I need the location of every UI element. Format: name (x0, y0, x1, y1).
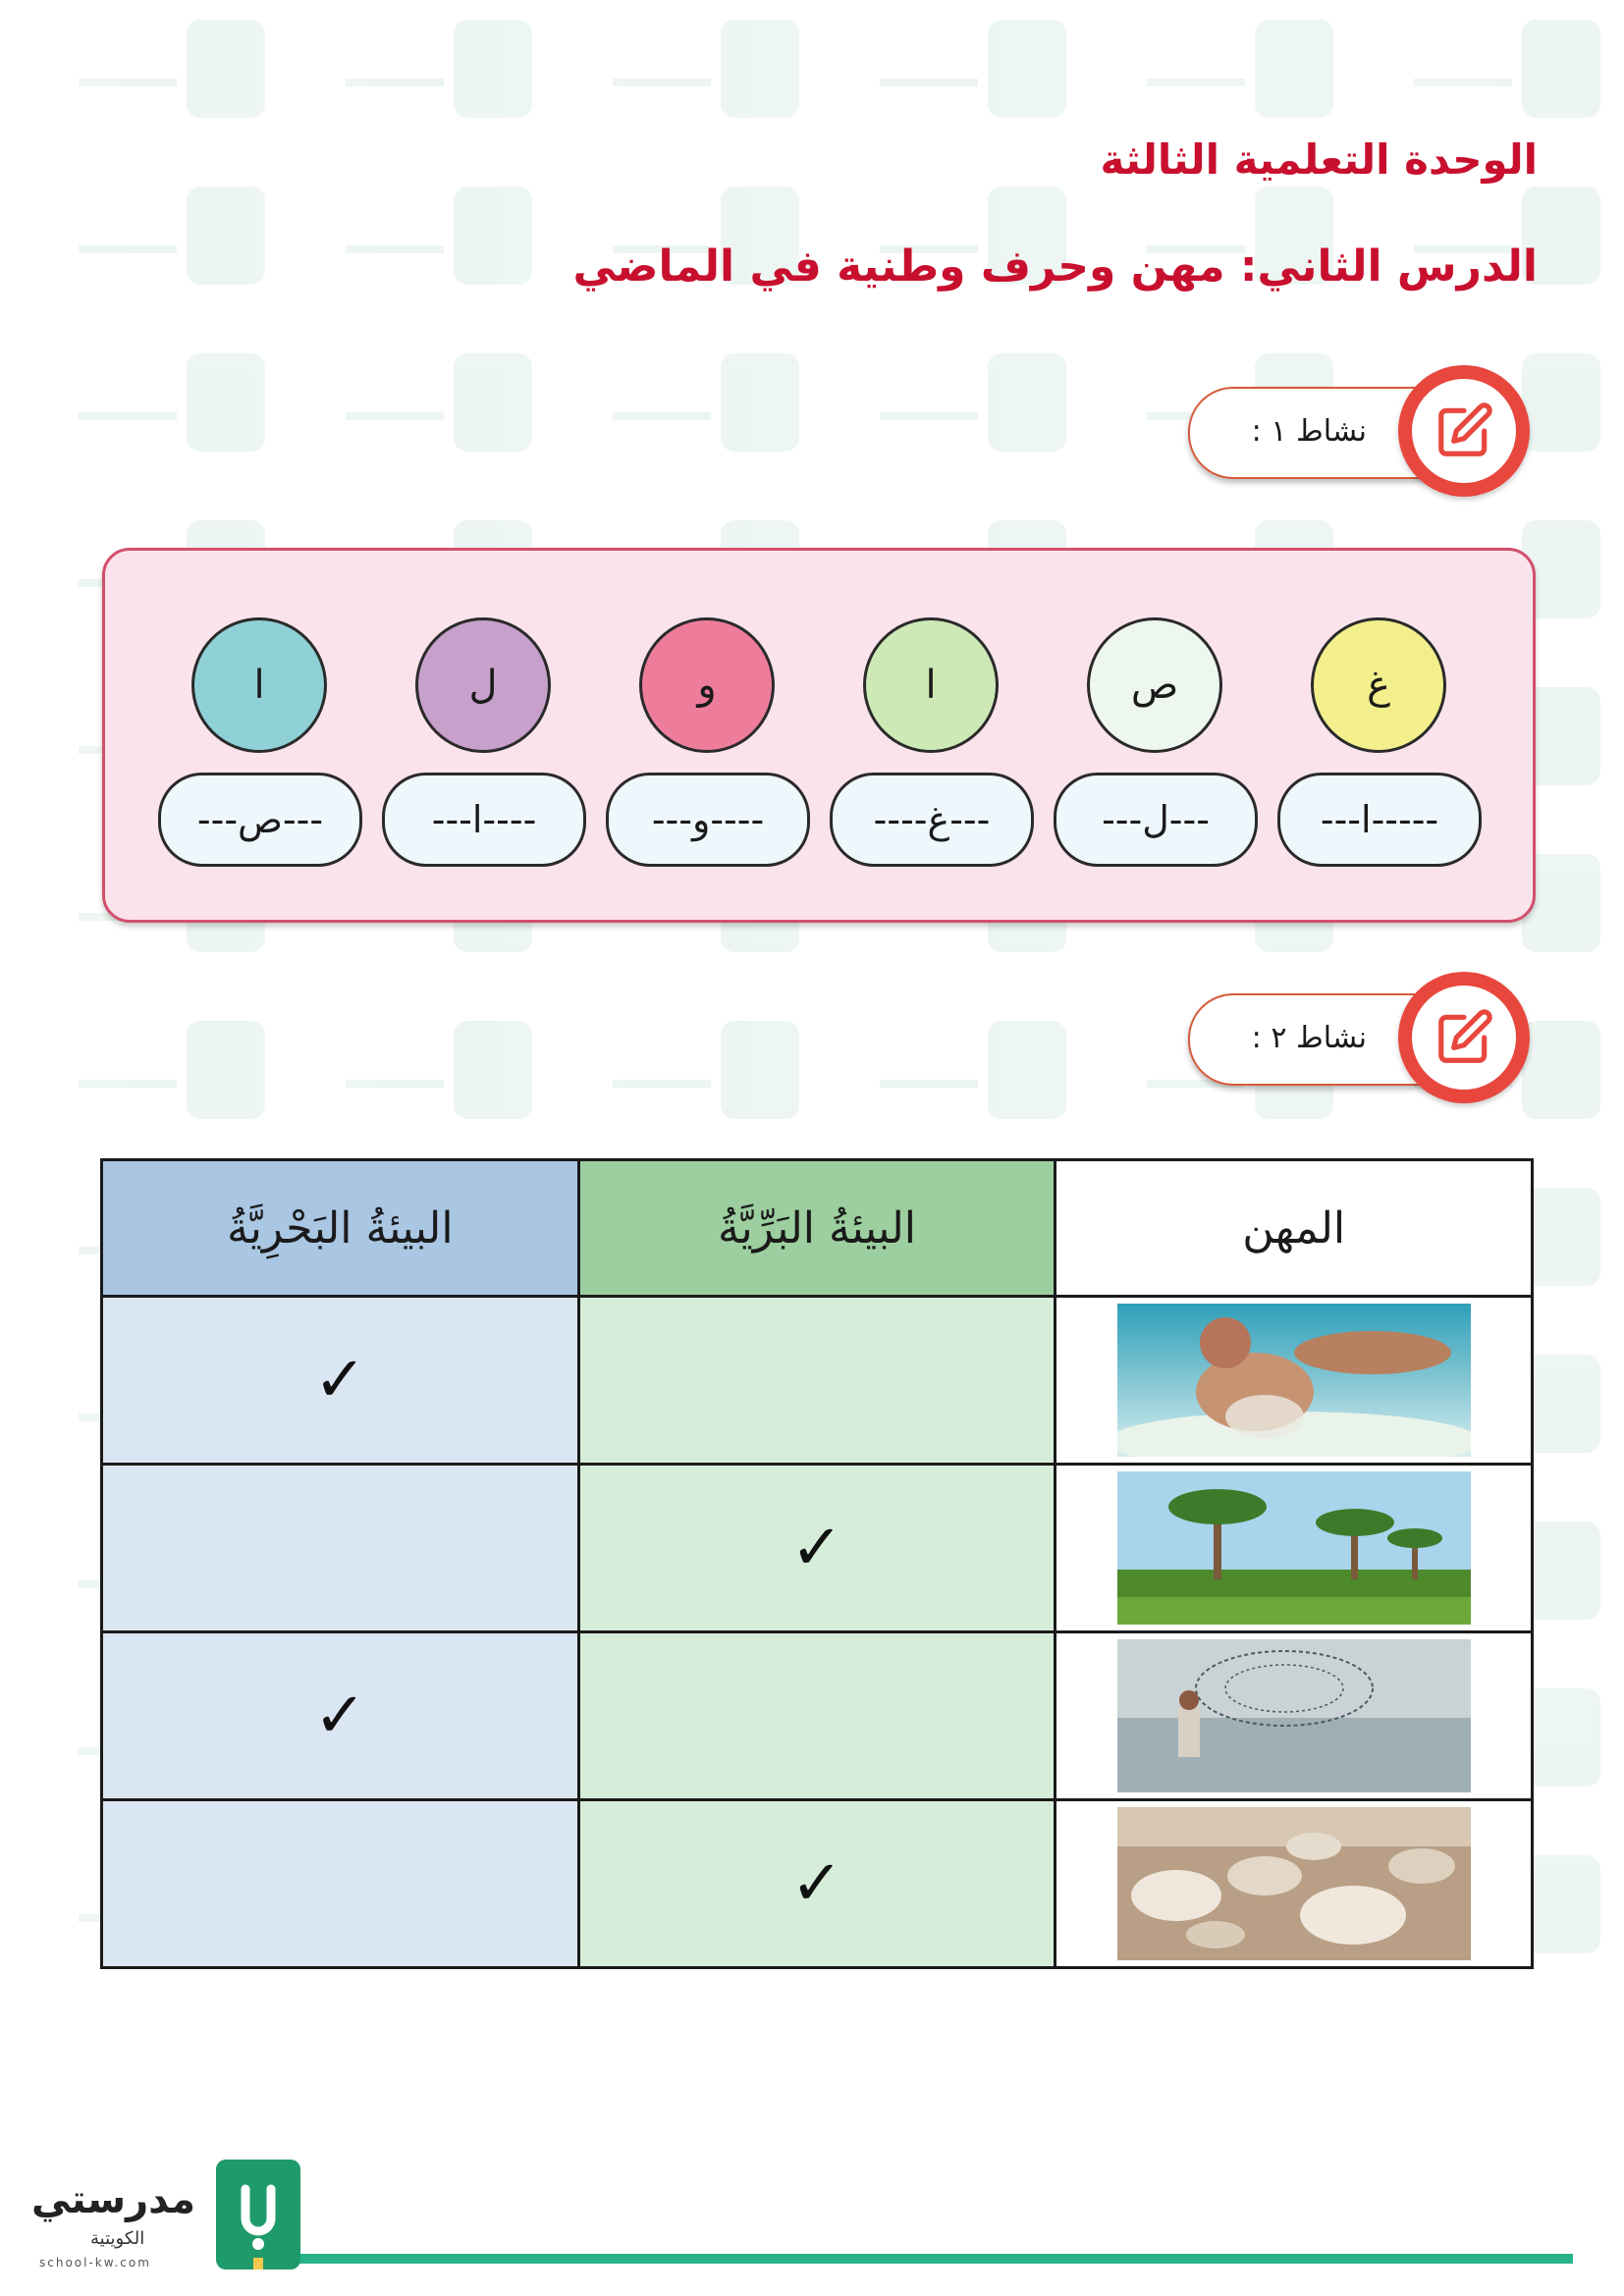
watermark-text-mark (346, 206, 444, 253)
sea-cell[interactable] (102, 1632, 579, 1800)
land-cell[interactable] (578, 1465, 1056, 1632)
pencil-square-icon (1434, 400, 1494, 461)
activity-2-label: نشاط ٢ : (1251, 1021, 1367, 1055)
watermark-text-mark (880, 373, 978, 420)
watermark-logo-icon (721, 20, 799, 118)
watermark-tile (187, 20, 334, 128)
watermark-tile (187, 1021, 334, 1129)
watermark-logo-icon (187, 353, 265, 452)
word-blank-pill[interactable]: ----و--- (606, 773, 810, 867)
watermark-logo-icon (187, 20, 265, 118)
unit-title: الوحدة التعلمية الثالثة (1100, 135, 1538, 184)
watermark-text-mark (346, 39, 444, 86)
watermark-text-mark (346, 1041, 444, 1088)
pencil-square-icon (1434, 1007, 1494, 1068)
watermark-tile (1522, 687, 1624, 795)
watermark-tile (1522, 1188, 1624, 1296)
checkmark: ✓ (313, 1680, 367, 1752)
watermark-logo-icon (988, 1021, 1066, 1119)
land-cell[interactable] (578, 1800, 1056, 1968)
watermark-tile (1255, 20, 1402, 128)
letters-activity-box (102, 548, 1536, 923)
logo-url: school-kw.com (39, 2256, 151, 2269)
watermark-text-mark (79, 373, 177, 420)
header-jobs: المهن (1056, 1160, 1533, 1297)
watermark-tile (988, 1021, 1135, 1129)
jobs-environment-table (100, 1158, 1534, 1969)
watermark-tile (1522, 1855, 1624, 1963)
watermark-logo-icon (187, 1021, 265, 1119)
madrasati-logo[interactable] (24, 2160, 289, 2287)
table-row (102, 1465, 1533, 1632)
watermark-text-mark (79, 1041, 177, 1088)
letter-circle: ص (1087, 617, 1222, 753)
watermark-tile (454, 20, 601, 128)
watermark-tile (1522, 353, 1624, 461)
watermark-logo-icon (1255, 20, 1333, 118)
watermark-logo-icon (454, 187, 532, 285)
watermark-tile (1522, 520, 1624, 628)
watermark-text-mark (346, 373, 444, 420)
watermark-logo-icon (1522, 1188, 1600, 1286)
watermark-text-mark (880, 39, 978, 86)
watermark-text-mark (79, 39, 177, 86)
watermark-text-mark (1414, 39, 1512, 86)
watermark-tile (1522, 854, 1624, 962)
letter-circle: غ (1311, 617, 1446, 753)
watermark-logo-icon (1522, 1355, 1600, 1453)
watermark-text-mark (613, 39, 711, 86)
net-fisherman-image (1117, 1639, 1471, 1792)
table-row (102, 1632, 1533, 1800)
watermark-tile (1522, 1688, 1624, 1796)
watermark-logo-icon (721, 353, 799, 452)
watermark-logo-icon (454, 353, 532, 452)
watermark-tile (721, 1021, 868, 1129)
activity-1-badge (1398, 365, 1530, 497)
header-sea-environment: البيئةُ البَحْرِيَّةُ (102, 1160, 579, 1297)
footer-divider (297, 2254, 1573, 2264)
lesson-title: الدرس الثاني: مهن وحرف وطنية في الماضي (572, 241, 1538, 292)
letter-circle: ا (863, 617, 999, 753)
sea-cell[interactable] (102, 1297, 579, 1465)
watermark-tile (187, 353, 334, 461)
word-blank-pill[interactable]: ---ص--- (158, 773, 362, 867)
land-cell[interactable] (578, 1632, 1056, 1800)
watermark-logo-icon (454, 1021, 532, 1119)
watermark-logo-icon (454, 20, 532, 118)
checkmark: ✓ (790, 1847, 843, 1920)
watermark-logo-icon (988, 353, 1066, 452)
letter-circle: ل (415, 617, 551, 753)
sea-cell[interactable] (102, 1465, 579, 1632)
activity-2-badge (1398, 972, 1530, 1103)
watermark-logo-icon (187, 187, 265, 285)
watermark-tile (1522, 1355, 1624, 1463)
table-row (102, 1800, 1533, 1968)
watermark-text-mark (613, 373, 711, 420)
watermark-logo-icon (1522, 1855, 1600, 1953)
pearl-diver-image (1117, 1304, 1471, 1457)
watermark-tile (454, 353, 601, 461)
job-image-cell (1056, 1297, 1533, 1465)
logo-word: مدرستي (31, 2177, 196, 2222)
watermark-tile (988, 353, 1135, 461)
table-header-row (102, 1160, 1533, 1297)
job-image-cell (1056, 1800, 1533, 1968)
word-blank-pill[interactable]: -----ا--- (1277, 773, 1482, 867)
checkmark: ✓ (313, 1344, 367, 1416)
letter-circle: ا (191, 617, 327, 753)
activity-1-label: نشاط ١ : (1251, 414, 1367, 449)
watermark-logo-icon (1522, 353, 1600, 452)
logo-subtitle: الكويتية (90, 2228, 145, 2249)
word-blank-pill[interactable]: ---ل--- (1054, 773, 1258, 867)
watermark-text-mark (1147, 39, 1245, 86)
job-image-cell (1056, 1465, 1533, 1632)
logo-mark-icon (216, 2160, 300, 2269)
watermark-tile (721, 20, 868, 128)
watermark-text-mark (79, 206, 177, 253)
watermark-tile (187, 187, 334, 294)
checkmark: ✓ (790, 1512, 843, 1584)
header-land-environment: البيئةُ البَرِّيَّةُ (578, 1160, 1056, 1297)
watermark-tile (1522, 1522, 1624, 1629)
watermark-logo-icon (1522, 1522, 1600, 1620)
watermark-logo-icon (1522, 1021, 1600, 1119)
watermark-tile (454, 1021, 601, 1129)
land-cell[interactable] (578, 1297, 1056, 1465)
watermark-tile (988, 20, 1135, 128)
watermark-tile (721, 353, 868, 461)
watermark-logo-icon (988, 20, 1066, 118)
watermark-logo-icon (1522, 1688, 1600, 1787)
word-blank-pill[interactable]: ----ا--- (382, 773, 586, 867)
sheep-herding-image (1117, 1807, 1471, 1960)
letter-circle: و (639, 617, 775, 753)
palm-farm-image (1117, 1471, 1471, 1625)
watermark-tile (1522, 1021, 1624, 1129)
table-row (102, 1297, 1533, 1465)
job-image-cell (1056, 1632, 1533, 1800)
watermark-text-mark (880, 1041, 978, 1088)
watermark-logo-icon (721, 1021, 799, 1119)
word-blank-pill[interactable]: ---غ---- (830, 773, 1034, 867)
watermark-logo-icon (1522, 20, 1600, 118)
sea-cell[interactable] (102, 1800, 579, 1968)
watermark-tile (1522, 20, 1624, 128)
watermark-text-mark (613, 1041, 711, 1088)
